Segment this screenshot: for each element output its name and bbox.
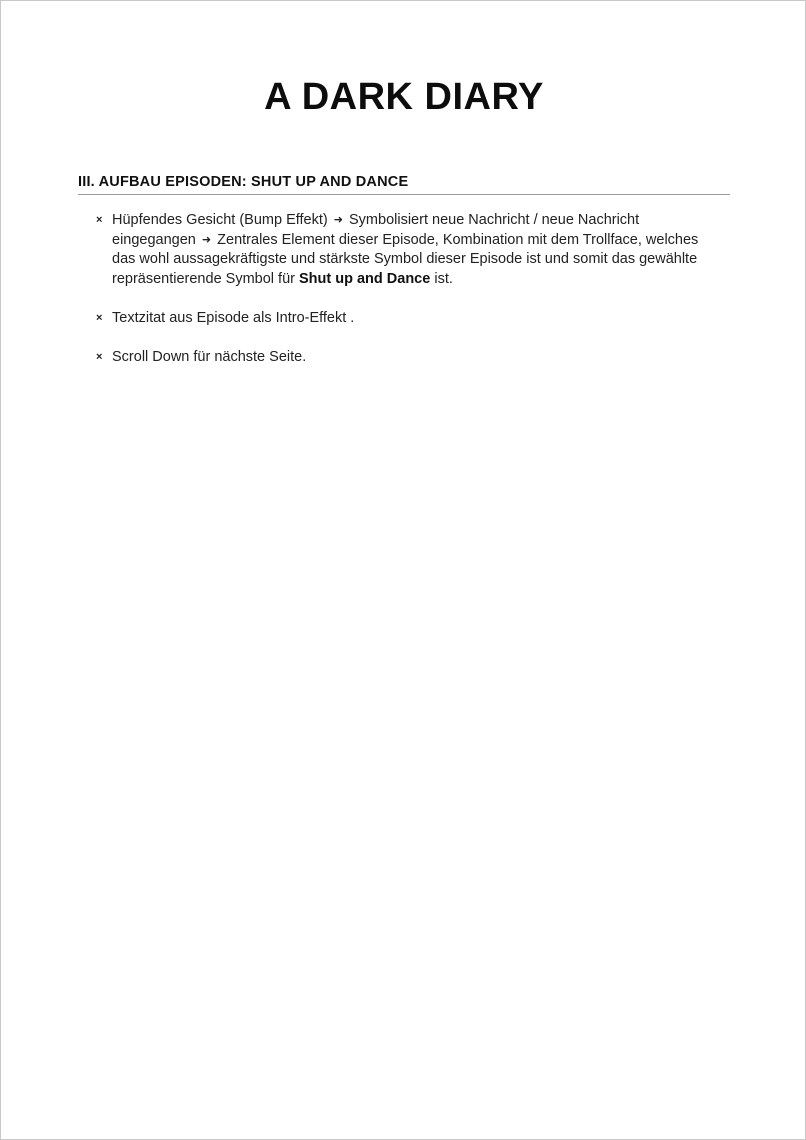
bullet-text: Textzitat aus Episode als Intro-Effekt . — [112, 309, 355, 326]
cross-bullet-icon: × — [96, 350, 103, 363]
list-item — [96, 309, 716, 329]
cross-bullet-icon: × — [96, 311, 103, 324]
bullet-text: ist. — [434, 270, 453, 287]
bullet-text: Hüpfendes Gesicht (Bump Effekt) — [112, 212, 328, 228]
bullet-list — [96, 211, 716, 387]
arrow-right-icon: ➜ — [201, 233, 212, 246]
section-heading: III. AUFBAU EPISODEN: SHUT UP AND DANCE — [78, 172, 730, 195]
page-title: A DARK DIARY — [264, 76, 544, 118]
episode-name-emphasis: Shut up and Dance — [299, 270, 431, 287]
arrow-right-icon: ➜ — [333, 214, 343, 226]
cross-bullet-icon: × — [96, 214, 103, 226]
list-item — [96, 211, 716, 289]
bullet-text: Zentrales Element dieser Episode, Kombination mit dem Trollface, welches das wohl aussagekräftigste und stärkste Symbol dieser Episode ist und somit das gewählte repräsentierende Symbol für — [112, 231, 699, 287]
bullet-text: Symbolisiert neue Nachricht / neue Nachricht eingegangen — [112, 212, 640, 248]
list-item — [96, 348, 716, 368]
bullet-text: Scroll Down für nächste Seite. — [112, 348, 307, 365]
